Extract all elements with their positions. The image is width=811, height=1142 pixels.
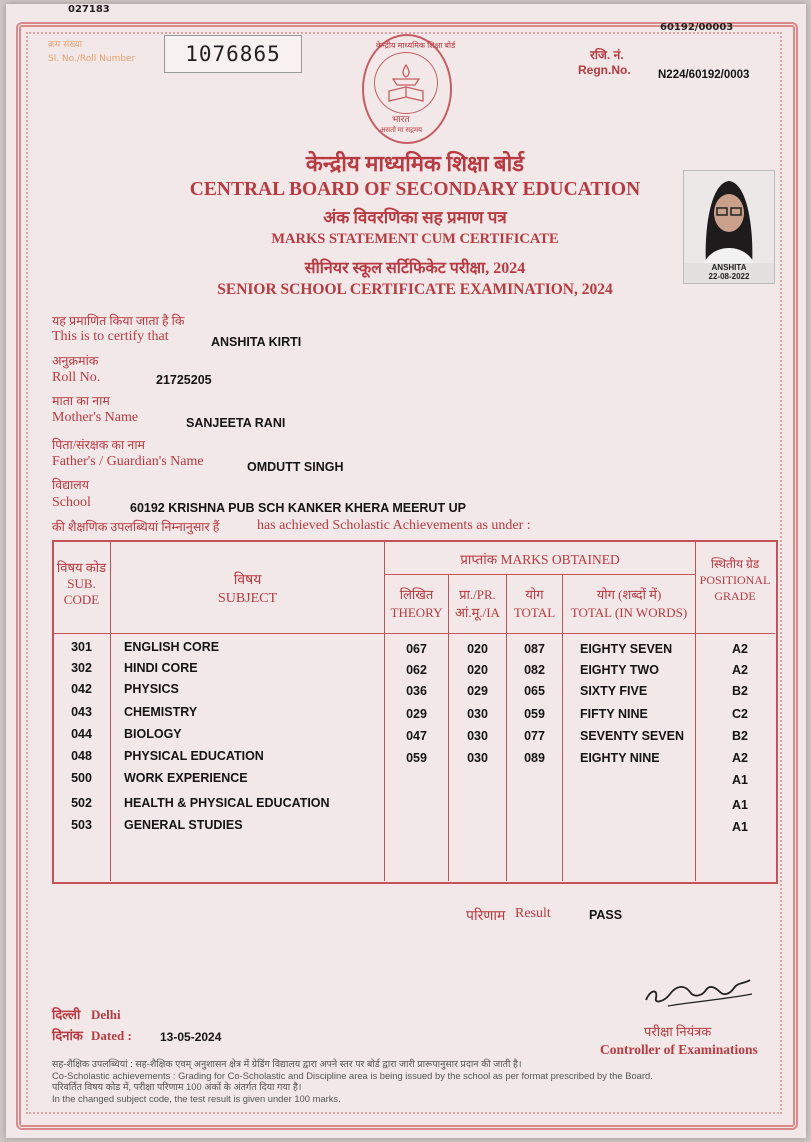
cell-code: 302 <box>71 661 92 675</box>
cell-words: EIGHTY SEVEN <box>580 642 673 656</box>
cell-grade: A1 <box>732 820 748 834</box>
father-name: OMDUTT SINGH <box>247 460 344 474</box>
cell-theory: 029 <box>406 707 427 721</box>
cell-theory: 036 <box>406 684 427 698</box>
right-top-code: 60192/00003 <box>660 22 734 33</box>
header-code <box>53 560 110 608</box>
controller-label-en: Controller of Examinations <box>600 1042 758 1057</box>
regn-label-en: Regn.No. <box>578 63 631 77</box>
cell-words: FIFTY NINE <box>580 707 648 721</box>
lamp-book-icon <box>375 53 437 113</box>
father-label-en: Father's / Guardian's Name <box>52 454 204 469</box>
header-grade-en1: POSITIONAL <box>699 573 771 587</box>
corner-stamp-line1: क्रम संख्या <box>48 40 83 50</box>
footnote-4: In the changed subject code, the test result is given under 100 marks. <box>52 1092 341 1104</box>
regn-label-hi: रजि. नं. <box>590 48 624 62</box>
cell-code: 502 <box>71 796 92 810</box>
header-theory-en: THEORY <box>390 605 443 620</box>
student-photo <box>683 170 775 284</box>
cell-prac: 029 <box>467 684 488 698</box>
cell-words: EIGHTY NINE <box>580 751 660 765</box>
exam-title-english: SENIOR SCHOOL CERTIFICATE EXAMINATION, 2024 <box>217 281 613 298</box>
board-title-english: CENTRAL BOARD OF SECONDARY EDUCATION <box>189 179 641 200</box>
corner-stamp <box>48 38 135 66</box>
dated-label-hi: दिनांक <box>52 1028 83 1043</box>
cell-prac: 030 <box>467 729 488 743</box>
result-label-hi: परिणाम <box>466 909 506 924</box>
board-title-hindi: केन्द्रीय माध्यमिक शिक्षा बोर्ड <box>305 151 525 176</box>
mother-label-hi: माता का नाम <box>52 394 110 408</box>
header-practical-hi: प्रा./PR. <box>459 587 496 602</box>
header-grade <box>696 556 774 604</box>
document-title-english: MARKS STATEMENT CUM CERTIFICATE <box>271 231 559 247</box>
place-label-hi: दिल्ली <box>52 1007 81 1022</box>
controller-signature <box>640 972 760 1014</box>
cell-total: 089 <box>524 751 545 765</box>
header-subject <box>111 572 384 608</box>
cell-prac: 030 <box>467 707 488 721</box>
photo-caption-name: ANSHITA <box>711 263 747 272</box>
cell-subject: CHEMISTRY <box>124 705 198 719</box>
cell-prac: 020 <box>467 642 488 656</box>
school-name: 60192 KRISHNA PUB SCH KANKER KHERA MEERUT UP <box>130 501 466 515</box>
photo-caption-date: 22-08-2022 <box>708 272 750 281</box>
header-practical <box>449 586 506 622</box>
header-subject-en: SUBJECT <box>217 591 278 606</box>
certify-label-en: This is to certify that <box>52 329 169 344</box>
cell-code: 042 <box>71 682 92 696</box>
cell-total: 065 <box>524 684 545 698</box>
header-total-words-en: TOTAL (IN WORDS) <box>570 605 688 620</box>
header-grade-en2: GRADE <box>714 589 756 603</box>
table-header-rule <box>53 633 775 634</box>
cell-prac: 020 <box>467 663 488 677</box>
seal-country: भारत <box>392 114 410 124</box>
cell-prac: 030 <box>467 751 488 765</box>
cell-theory: 067 <box>406 642 427 656</box>
controller-label-hi: परीक्षा नियंत्रक <box>644 1024 712 1039</box>
cell-subject: HEALTH & PHYSICAL EDUCATION <box>124 796 330 810</box>
father-label-hi: पिता/संरक्षक का नाम <box>52 438 146 452</box>
school-label-en: School <box>52 495 91 510</box>
regn-value: N224/60192/0003 <box>658 69 750 81</box>
result-value: PASS <box>589 908 623 922</box>
header-theory <box>385 586 448 622</box>
place-label-en: Delhi <box>91 1007 121 1022</box>
cell-subject: PHYSICS <box>124 682 179 696</box>
cbse-seal-inner <box>374 52 438 114</box>
serial-number: 1076865 <box>164 35 302 73</box>
header-total-hi: योग <box>525 587 544 602</box>
cell-theory: 059 <box>406 751 427 765</box>
footnote-2: Co-Scholastic achievements : Grading for Co-Scholastic and Discipline area is being issued by the school as per format prescribed by the Board. <box>52 1069 653 1081</box>
cell-grade: A2 <box>732 642 748 656</box>
candidate-name: ANSHITA KIRTI <box>211 335 302 349</box>
header-code-en1: SUB. <box>67 576 96 591</box>
cell-subject: ENGLISH CORE <box>124 640 220 654</box>
cell-grade: A2 <box>732 751 748 765</box>
cell-code: 043 <box>71 705 92 719</box>
cell-theory: 062 <box>406 663 427 677</box>
cell-code: 048 <box>71 749 92 763</box>
cell-grade: B2 <box>732 729 748 743</box>
school-label-hi: विद्यालय <box>52 478 90 492</box>
cell-total: 087 <box>524 642 545 656</box>
dated-label-en: Dated : <box>91 1028 132 1043</box>
header-theory-hi: लिखित <box>399 587 434 602</box>
seal-motto: असतो मा सद्गमय <box>380 126 423 134</box>
cell-grade: A1 <box>732 773 748 787</box>
cell-grade: B2 <box>732 684 748 698</box>
cell-subject: GENERAL STUDIES <box>124 818 243 832</box>
cell-grade: C2 <box>732 707 748 721</box>
header-total <box>507 586 562 622</box>
cell-code: 503 <box>71 818 92 832</box>
corner-stamp-line2: Sl. No./Roll Number <box>48 54 136 64</box>
achievements-label-hi: की शैक्षणिक उपलब्धियां निम्नानुसार हैं <box>52 520 220 534</box>
result-label-en: Result <box>515 906 551 921</box>
cell-subject: HINDI CORE <box>124 661 198 675</box>
cell-total: 077 <box>524 729 545 743</box>
issue-date: 13-05-2024 <box>160 1030 222 1044</box>
cell-theory: 047 <box>406 729 427 743</box>
header-code-en2: CODE <box>63 592 100 607</box>
cell-subject: PHYSICAL EDUCATION <box>124 749 264 763</box>
header-total-words <box>563 586 695 622</box>
table-divider <box>385 574 695 575</box>
document-title-hindi: अंक विवरणिका सह प्रमाण पत्र <box>323 208 507 227</box>
footnotes <box>52 1058 777 1104</box>
roll-label-en: Roll No. <box>52 370 101 385</box>
roll-number: 21725205 <box>156 373 212 387</box>
footnote-3: परिवर्तित विषय कोड में, परीक्षा परिणाम 100 अंकों के अंतर्गत दिया गया है। <box>52 1081 302 1092</box>
mother-name: SANJEETA RANI <box>186 416 286 430</box>
seal-top-text: केन्द्रीय माध्यमिक शिक्षा बोर्ड <box>376 41 456 50</box>
header-marks-obtained: प्राप्तांक MARKS OBTAINED <box>460 552 620 567</box>
header-total-en: TOTAL <box>513 605 556 620</box>
header-subject-hi: विषय <box>233 573 262 588</box>
cell-total: 082 <box>524 663 545 677</box>
header-total-words-hi: योग (शब्दों में) <box>596 587 662 602</box>
roll-label-hi: अनुक्रमांक <box>52 354 99 368</box>
header-practical-en: आं.मू./IA <box>455 605 500 620</box>
cell-grade: A1 <box>732 798 748 812</box>
cell-words: SEVENTY SEVEN <box>580 729 684 743</box>
header-grade-hi: स्थितीय ग्रेड <box>710 557 760 571</box>
cell-grade: A2 <box>732 663 748 677</box>
cell-code: 301 <box>71 640 92 654</box>
cell-subject: BIOLOGY <box>124 727 182 741</box>
cell-code: 500 <box>71 771 92 785</box>
achievements-label-en: has achieved Scholastic Achievements as under : <box>257 518 531 533</box>
cell-words: SIXTY FIVE <box>580 684 648 698</box>
header-code-hi: विषय कोड <box>56 560 107 575</box>
cell-subject: WORK EXPERIENCE <box>124 771 248 785</box>
cell-total: 059 <box>524 707 545 721</box>
cell-code: 044 <box>71 727 92 741</box>
exam-title-hindi: सीनियर स्कूल सर्टिफिकेट परीक्षा, 2024 <box>304 260 526 277</box>
mother-label-en: Mother's Name <box>52 410 139 425</box>
certify-label-hi: यह प्रमाणित किया जाता है कि <box>52 314 185 328</box>
left-top-code: 027183 <box>68 4 110 15</box>
cell-words: EIGHTY TWO <box>580 663 659 677</box>
footnote-1: सह-शैक्षिक उपलब्धियां : सह-शैक्षिक एवम् अनुशासन क्षेत्र में ग्रेडिंग विद्यालय द्वारा अपने स्तर पर बोर्ड द्वारा जारी प्रारूपानुसार प्रदान की जाती है। <box>52 1058 522 1069</box>
